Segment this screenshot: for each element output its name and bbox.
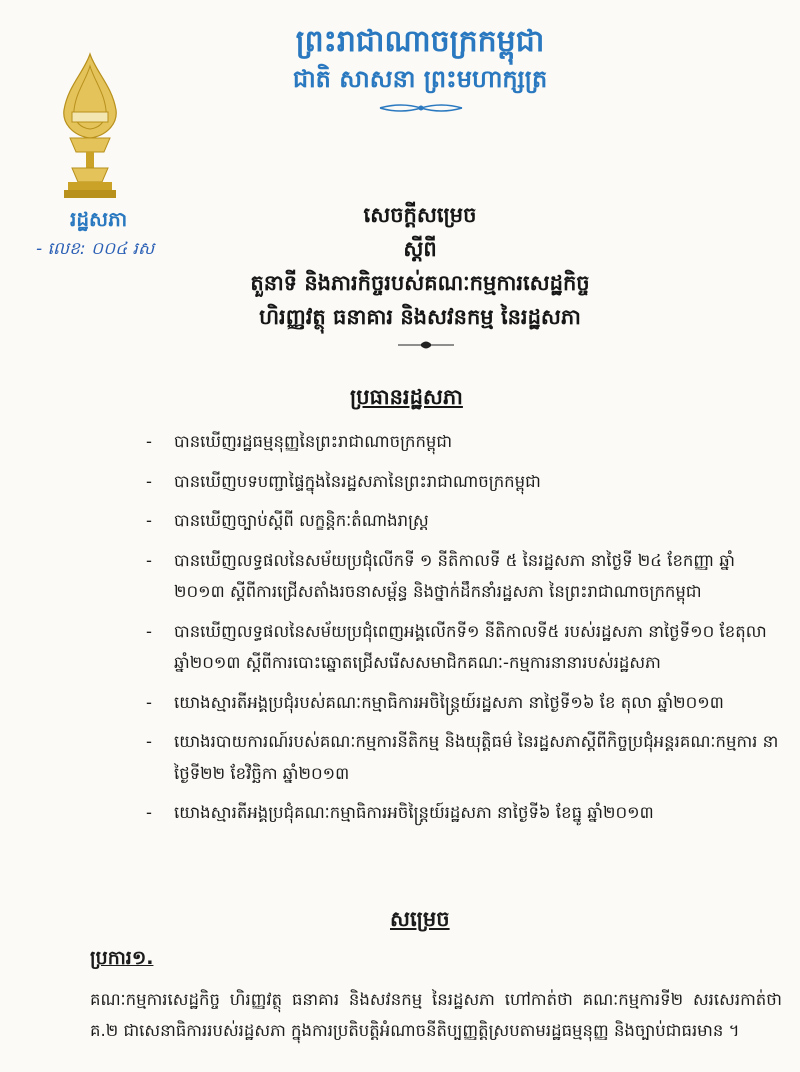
list-item [146,545,788,608]
national-motto: ជាតិ សាសនា ព្រះមហាក្សត្រ [292,65,548,93]
title-line-1: សេចក្តីសម្រេច [363,203,477,227]
list-item-text: បានឃើញលទ្ធផលនៃសម័យប្រជុំពេញអង្គលើកទី១ នីតិកាលទី៥ របស់រដ្ឋសភា នាថ្ងៃទី១០ ខែតុលា ឆ្នាំ២០១៣ ស្តីពីការបោះឆ្នោតជ្រើសរើសសមាជិកគណៈ-កម្មការនានារបស់រដ្ឋសភា [174,621,767,672]
reference-number: - លេខ: ០០៤ រស [36,239,155,259]
list-dash: - [146,692,152,712]
article-1-text: គណៈកម្មការសេដ្ឋកិច្ច ហិរញ្ញវត្ថុ ធនាគារ និងសវនកម្ម នៃរដ្ឋសភា ហៅកាត់ថា គណៈកម្មការទី២ សរសេរកាត់ថា គ.២ ជាសេនាធិការរបស់រដ្ឋសភា ក្នុងការប្រតិបត្តិអំណាចនីតិប្បញ្ញត្តិស្របតាមរដ្ឋធម្មនុញ្ញ និងច្បាប់ជាធរមាន ។ [90,990,782,1040]
title-line-3: តួនាទី និងភារកិច្ចរបស់គណៈកម្មការសេដ្ឋកិច្ច [250,271,590,295]
list-item-text: បានឃើញបទបញ្ជាផ្ទៃក្នុងនៃរដ្ឋសភានៃព្រះរាជាណាចក្រកម្ពុជា [174,471,541,491]
list-dash: - [146,511,152,530]
list-item-text: បានឃើញច្បាប់ស្តីពី លក្ខន្តិកៈតំណាងរាស្ត្រ [174,511,429,530]
list-item [146,616,788,679]
list-item [146,687,788,719]
list-dash: - [146,550,152,570]
list-item-text: បានឃើញលទ្ធផលនៃសម័យប្រជុំលើកទី ១ នីតិកាលទី ៥ នៃរដ្ឋសភា នាថ្ងៃទី ២៤ ខែកញ្ញា ឆ្នាំ ២០១៣ ស្តីពីការជ្រើសតាំងរចនាសម្ព័ន្ធ និងថ្នាក់ដឹកនាំរដ្ឋសភា នៃព្រះរាជាណាចក្រកម្ពុជា [174,550,735,601]
list-item [146,466,788,498]
list-dash: - [146,432,152,451]
title-line-4: ហិរញ្ញវត្ថុ ធនាគារ និងសវនកម្ម នៃរដ្ឋសភា [259,305,581,329]
document-title [190,198,650,334]
article-1-label: ប្រការ១. [90,947,154,969]
list-dash: - [146,471,152,491]
kingdom-motto [200,22,640,96]
national-assembly-emblem-icon [58,52,122,202]
list-item [146,426,788,458]
list-item-text: បានឃើញរដ្ឋធម្មនុញ្ញនៃព្រះរាជាណាចក្រកម្ពុជា [174,432,453,451]
header-ornament-icon [376,100,466,116]
list-dash: - [146,732,152,751]
list-item [146,726,788,789]
list-item-text: យោងស្មារតីអង្គប្រជុំរបស់គណៈកម្មាធិការអចិន្ត្រៃយ៍រដ្ឋសភា នាថ្ងៃទី១៦ ខែ តុលា ឆ្នាំ២០១៣ [174,692,724,712]
list-dash: - [146,803,152,822]
list-item-text: យោងស្មារតីអង្គប្រជុំគណៈកម្មាធិការអចិន្ត្រៃយ៍រដ្ឋសភា នាថ្ងៃទី៦ ខែធ្នូ ឆ្នាំ២០១៣ [174,803,654,822]
institution-label: រដ្ឋសភា [70,207,128,231]
president-heading: ប្រធានរដ្ឋសភា [350,385,463,409]
list-item-text: យោងរបាយការណ៍របស់គណៈកម្មការនីតិកម្ម និងយុត្តិធម៌ នៃរដ្ឋសភាស្តីពីកិច្ចប្រជុំអន្តរគណៈកម្មការ នាថ្ងៃទី២២ ខែវិច្ឆិកា ឆ្នាំ២០១៣ [174,732,779,783]
divider-ornament-icon [396,338,456,352]
list-item [146,505,788,537]
decision-heading: សម្រេច [390,907,450,931]
considerations-list [146,426,788,837]
list-item [146,797,788,829]
kingdom-name: ព្រះរាជាណាចក្រកម្ពុជា [295,24,545,59]
list-dash: - [146,621,152,641]
title-line-2: ស្តីពី [403,237,437,261]
